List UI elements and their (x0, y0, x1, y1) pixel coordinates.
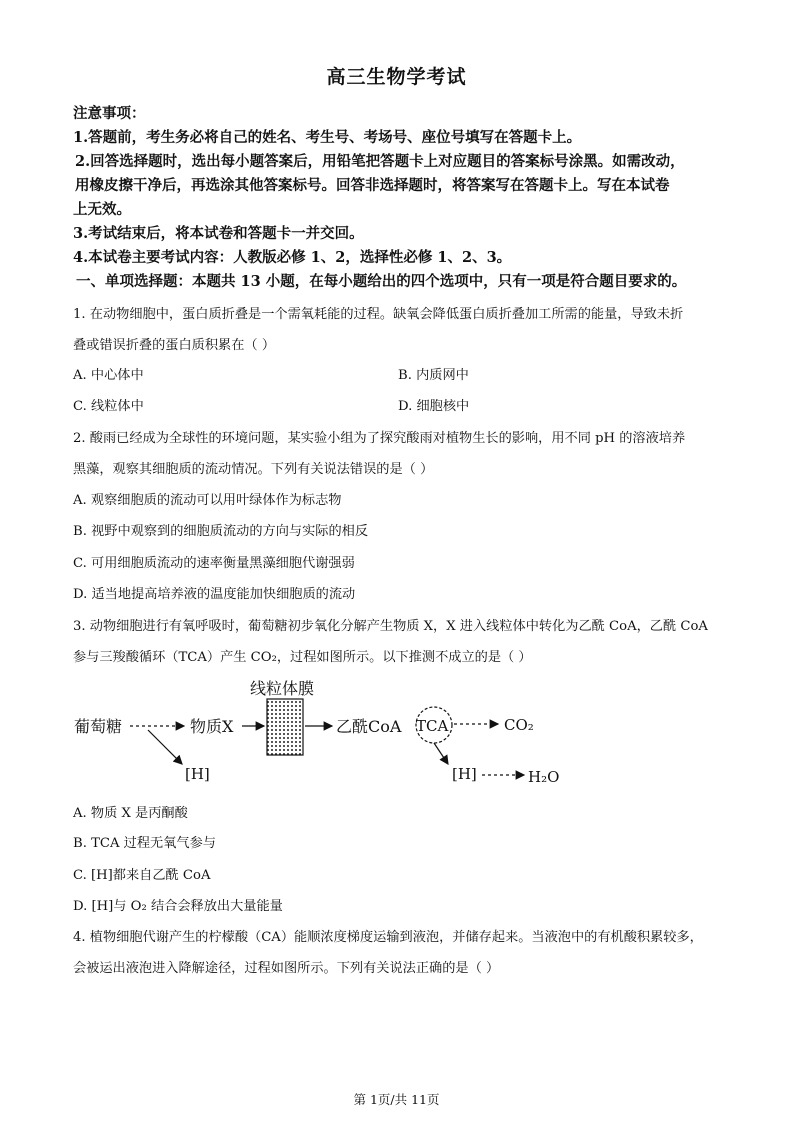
notice-item: 用橡皮擦干净后，再选涂其他答案标号。回答非选择题时，将答案写在答题卡上。写在本试卷 (75, 177, 670, 194)
h-right-label: [H] (452, 765, 477, 783)
q3-option-a: A. 物质 X 是丙酮酸 (73, 806, 188, 821)
page-title: 高三生物学考试 (326, 66, 467, 88)
q2-stem-line: 黑藻，观察其细胞质的流动情况。下列有关说法错误的是（ ） (73, 462, 434, 477)
q2-stem-line: 2. 酸雨已经成为全球性的环境问题，某实验小组为了探究酸雨对植物生长的影响，用不同 pH 的溶液培养 (73, 431, 686, 446)
notice-item: 3.考试结束后，将本试卷和答题卡一并交回。 (73, 225, 364, 242)
notice-heading: 注意事项： (73, 105, 146, 122)
notice-item: 上无效。 (73, 201, 131, 218)
q3-option-d: D. [H]与 O₂ 结合会释放出大量能量 (73, 899, 283, 914)
glucose-label: 葡萄糖 (74, 717, 123, 736)
substance-x-label: 物质X (190, 717, 234, 736)
notice-item: 1.答题前，考生务必将自己的姓名、考生号、考场号、座位号填写在答题卡上。 (73, 129, 582, 146)
respiration-diagram (70, 676, 590, 794)
q3-stem-line: 3. 动物细胞进行有氧呼吸时，葡萄糖初步氧化分解产生物质 X，X 进入线粒体中转化为乙酰 CoA，乙酰 CoA (73, 619, 708, 634)
q2-option-d: D. 适当地提高培养液的温度能加快细胞质的流动 (73, 587, 356, 602)
q1-option-d: D. 细胞核中 (398, 399, 470, 414)
q4-stem-line: 4. 植物细胞代谢产生的柠檬酸（CA）能顺浓度梯度运输到液泡，并储存起来。当液泡中的有机酸积累较多， (73, 930, 703, 945)
tca-to-h-arrow (434, 743, 448, 764)
section-heading: 一、单项选择题：本题共 13 小题，在每小题给出的四个选项中，只有一项是符合题目要求的。 (76, 273, 687, 290)
q1-stem-line: 叠或错误折叠的蛋白质积累在（ ） (73, 338, 276, 353)
q2-option-b: B. 视野中观察到的细胞质流动的方向与实际的相反 (73, 524, 369, 539)
notice-item: 4.本试卷主要考试内容：人教版必修 1、2，选择性必修 1、2、3。 (73, 249, 512, 266)
q4-stem-line: 会被运出液泡进入降解途径，过程如图所示。下列有关说法正确的是（ ） (73, 961, 500, 976)
page-footer: 第 1页/共 11页 (353, 1092, 440, 1107)
q1-option-a: A. 中心体中 (73, 368, 144, 383)
membrane-label: 线粒体膜 (250, 679, 315, 698)
q3-option-c: C. [H]都来自乙酰 CoA (73, 868, 211, 883)
notice-item: 2.回答选择题时，选出每小题答案后，用铅笔把答题卡上对应题目的答案标号涂黑。如需改动， (75, 153, 685, 170)
tca-label: TCA (416, 717, 449, 735)
q2-option-a: A. 观察细胞质的流动可以用叶绿体作为标志物 (73, 493, 342, 508)
q3-option-b: B. TCA 过程无氧气参与 (73, 836, 216, 851)
q2-option-c: C. 可用细胞质流动的速率衡量黑藻细胞代谢强弱 (73, 556, 355, 571)
mitochondrial-membrane (267, 699, 303, 755)
q1-stem-line: 1. 在动物细胞中，蛋白质折叠是一个需氧耗能的过程。缺氧会降低蛋白质折叠加工所需的能量，导致未折 (73, 307, 684, 322)
glucose-to-h-arrow (148, 730, 182, 764)
q3-stem-line: 参与三羧酸循环（TCA）产生 CO₂，过程如图所示。以下推测不成立的是（ ） (73, 650, 532, 665)
q1-option-c: C. 线粒体中 (73, 399, 144, 414)
water-label: H₂O (528, 768, 560, 786)
acetyl-coa-label: 乙酰CoA (336, 717, 402, 736)
q1-option-b: B. 内质网中 (398, 368, 469, 383)
h-left-label: [H] (185, 765, 210, 783)
co2-label: CO₂ (504, 716, 534, 734)
